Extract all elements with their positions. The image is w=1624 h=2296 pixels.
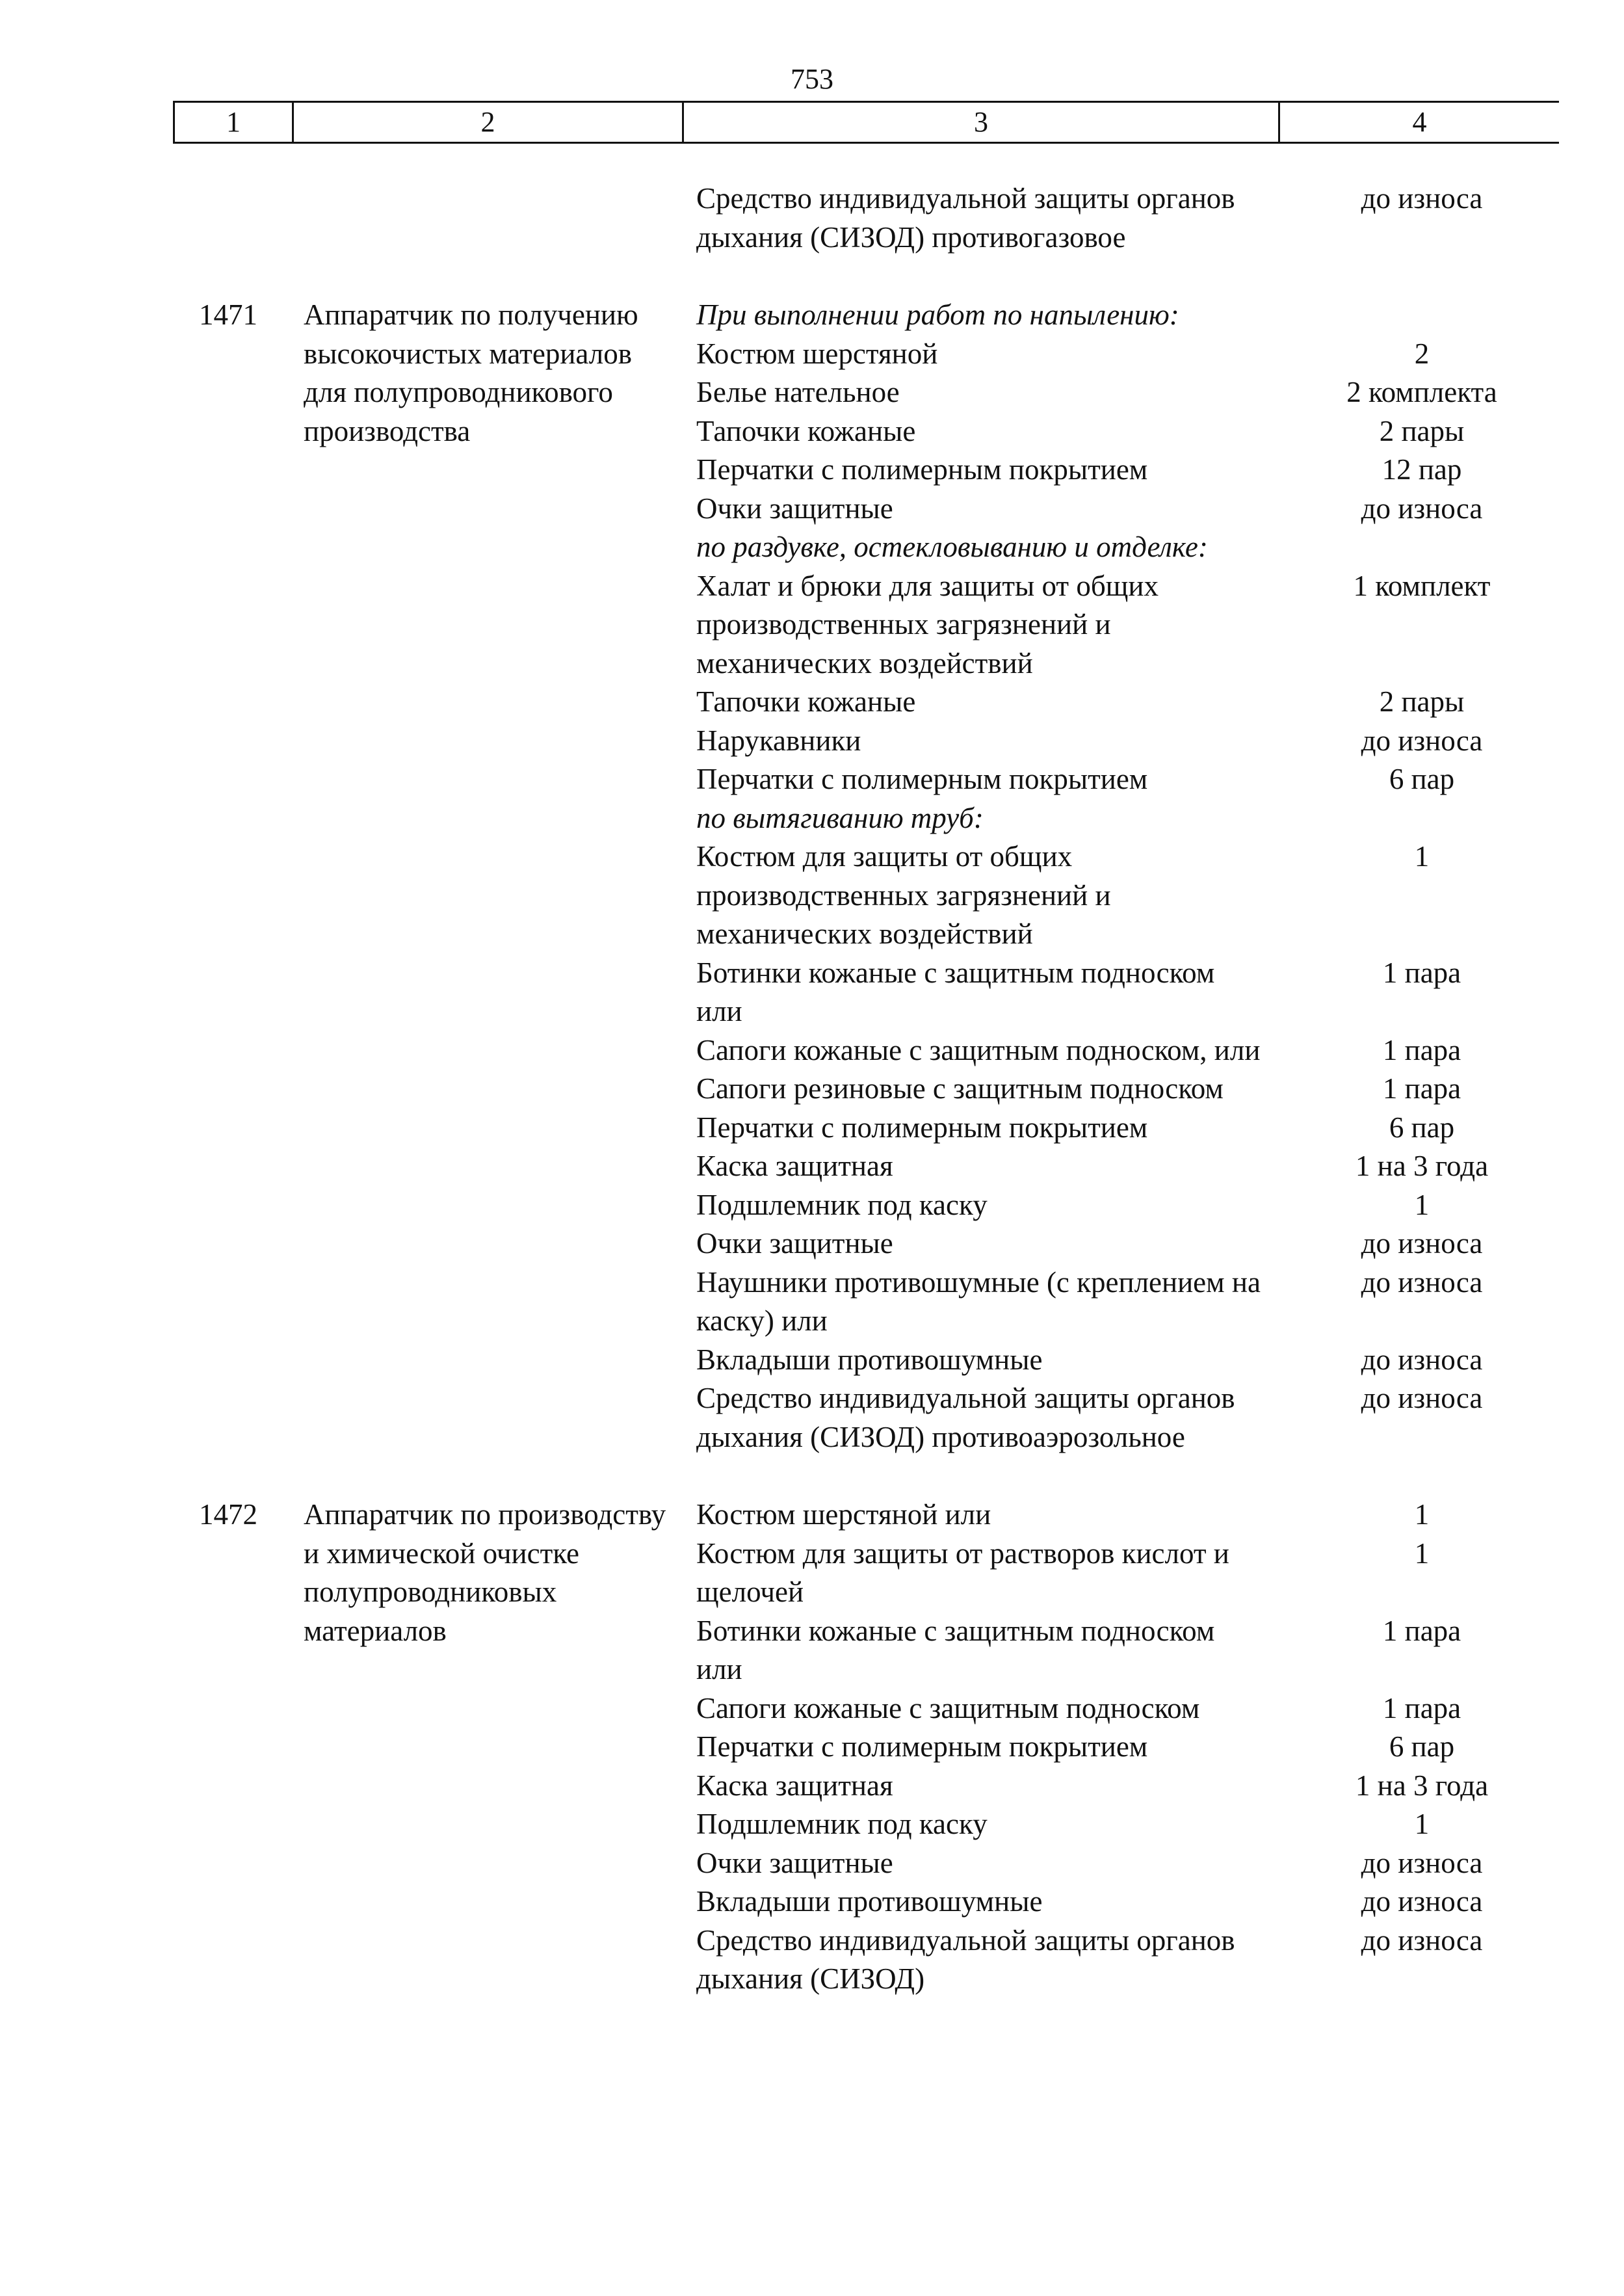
ppe-item-row	[682, 1263, 1559, 1341]
ppe-item-list	[682, 296, 1559, 1457]
ppe-item-row	[682, 1612, 1559, 1689]
ppe-item-row	[682, 1689, 1559, 1728]
column-header-2: 2	[294, 103, 684, 142]
item-quantity: 1 пара	[1382, 956, 1461, 989]
item-quantity: 6 пар	[1389, 1111, 1455, 1144]
ppe-item-row	[682, 722, 1559, 761]
item-quantity: 6 пар	[1389, 1730, 1455, 1763]
work-type-subheading: по раздувке, остекловыванию и отделке:	[696, 531, 1208, 563]
item-quantity: до износа	[1361, 492, 1483, 525]
item-quantity: 1 на 3 года	[1355, 1150, 1489, 1182]
item-quantity: 2 пары	[1379, 414, 1465, 447]
item-quantity: 1 на 3 года	[1355, 1769, 1489, 1802]
ppe-item-row	[682, 1070, 1559, 1109]
ppe-item-row	[682, 1379, 1559, 1457]
item-quantity: 1 пара	[1382, 1033, 1461, 1066]
item-name: Нарукавники	[696, 724, 861, 757]
item-quantity: 1 пара	[1382, 1072, 1461, 1105]
item-name: Халат и брюки для защиты от общих производственных загрязнений и механических воздействий	[696, 569, 1159, 680]
item-name: Сапоги кожаные с защитным подноском	[696, 1691, 1200, 1724]
ppe-item-row	[682, 1882, 1559, 1921]
item-name: Костюм шерстяной	[696, 337, 938, 370]
ppe-item-row	[682, 1186, 1559, 1225]
item-name: Тапочки кожаные	[696, 685, 916, 718]
item-name: Подшлемник под каску	[696, 1808, 988, 1840]
work-type-subheading: При выполнении работ по напылению:	[696, 298, 1179, 331]
item-quantity: 12 пар	[1382, 453, 1462, 486]
item-quantity: 1	[1414, 1188, 1430, 1221]
ppe-item-row	[682, 1921, 1559, 1999]
item-name: Белье нательное	[696, 376, 900, 408]
item-name: Наушники противошумные (с креплением на каску) или	[696, 1265, 1261, 1337]
item-name: Средство индивидуальной защиты органов дыхания (СИЗОД) противоаэрозольное	[696, 1382, 1235, 1453]
ppe-item-row	[682, 1728, 1559, 1767]
profession-title: Аппаратчик по получению высокочистых материалов для полупроводникового производства	[304, 298, 638, 447]
item-name: Очки защитные	[696, 492, 893, 525]
item-name: Подшлемник под каску	[696, 1188, 988, 1221]
item-name: Костюм для защиты от общих производственных загрязнений и механических воздействий	[696, 840, 1111, 950]
item-name: Ботинки кожаные с защитным подноском или	[696, 1614, 1215, 1685]
item-quantity: 1	[1414, 1537, 1430, 1570]
ppe-item-row	[682, 954, 1559, 1031]
item-name: Костюм шерстяной или	[696, 1498, 991, 1531]
item-quantity: до износа	[1361, 1923, 1483, 1957]
ppe-item-row	[682, 760, 1559, 799]
item-name: Перчатки с полимерным покрытием	[696, 1730, 1148, 1763]
item-name: Вкладыши противошумные	[696, 1885, 1043, 1918]
item-name: Костюм для защиты от растворов кислот и щелочей	[696, 1537, 1229, 1608]
item-quantity: 2 комплекта	[1346, 376, 1497, 408]
ppe-item-row	[682, 1535, 1559, 1612]
ppe-item-row	[682, 373, 1559, 412]
page-number: 753	[791, 63, 833, 95]
item-quantity: 2	[1414, 337, 1430, 370]
work-type-subheading: по вытягиванию труб:	[696, 801, 984, 834]
item-quantity: 6 пар	[1389, 763, 1455, 795]
ppe-item-row	[682, 1844, 1559, 1883]
ppe-item-row	[682, 490, 1559, 529]
ppe-item-row	[682, 412, 1559, 451]
ppe-item-row	[682, 838, 1559, 954]
item-name: Тапочки кожаные	[696, 414, 916, 447]
item-name: Сапоги резиновые с защитным подноском	[696, 1072, 1224, 1105]
item-name: Ботинки кожаные с защитным подноском или	[696, 956, 1215, 1027]
ppe-item-row	[682, 1031, 1559, 1070]
ppe-item-row	[682, 567, 1559, 683]
item-quantity: 1	[1414, 1498, 1430, 1531]
ppe-item-row	[682, 451, 1559, 490]
item-name: Очки защитные	[696, 1846, 893, 1879]
item-name: Перчатки с полимерным покрытием	[696, 1111, 1148, 1144]
ppe-item-row	[682, 1341, 1559, 1380]
item-quantity: 1	[1414, 840, 1430, 873]
profession-number: 1472	[199, 1498, 257, 1531]
item-name: Перчатки с полимерным покрытием	[696, 763, 1148, 795]
continued-item-row	[682, 179, 1559, 257]
item-quantity: 1 комплект	[1353, 569, 1491, 602]
item-quantity: 1 пара	[1382, 1691, 1461, 1724]
item-quantity: до износа	[1361, 1265, 1483, 1299]
item-quantity: до износа	[1361, 182, 1483, 215]
ppe-item-row	[682, 1147, 1559, 1186]
column-header-4: 4	[1412, 106, 1427, 138]
item-quantity: до износа	[1361, 724, 1483, 757]
column-header-row	[173, 101, 1559, 144]
item-quantity: до износа	[1361, 1227, 1483, 1260]
item-quantity: 1 пара	[1382, 1614, 1461, 1647]
ppe-item-row	[682, 1109, 1559, 1148]
item-quantity: 2 пары	[1379, 685, 1465, 718]
item-name: Средство индивидуальной защиты органов дыхания (СИЗОД)	[696, 1923, 1235, 1995]
ppe-item-row	[682, 335, 1559, 374]
item-quantity: до износа	[1361, 1343, 1483, 1376]
item-name: Каска защитная	[696, 1769, 893, 1802]
ppe-item-row	[682, 683, 1559, 722]
item-name: Перчатки с полимерным покрытием	[696, 453, 1148, 486]
column-header-3: 3	[684, 103, 1280, 142]
profession-title: Аппаратчик по производству и химической очистке полупроводниковых материалов	[304, 1498, 666, 1647]
item-name: Средство индивидуальной защиты органов дыхания (СИЗОД) противогазовое	[696, 182, 1235, 254]
item-name: Сапоги кожаные с защитным подноском, или	[696, 1033, 1261, 1066]
ppe-item-list	[682, 1496, 1559, 1999]
ppe-item-row	[682, 1496, 1559, 1535]
item-quantity: до износа	[1361, 1382, 1483, 1414]
ppe-item-row	[682, 1767, 1559, 1806]
profession-number: 1471	[199, 298, 257, 331]
column-header-1: 1	[175, 103, 294, 142]
table-body	[173, 179, 1559, 1999]
profession-section-1472	[173, 1496, 1559, 1999]
ppe-item-row	[682, 1224, 1559, 1263]
item-name: Каска защитная	[696, 1150, 893, 1182]
item-quantity: до износа	[1361, 1885, 1483, 1918]
item-name: Вкладыши противошумные	[696, 1343, 1043, 1376]
profession-section-1471	[173, 296, 1559, 1457]
item-quantity: 1	[1414, 1808, 1430, 1840]
item-name: Очки защитные	[696, 1227, 893, 1260]
ppe-item-row	[682, 1805, 1559, 1844]
item-quantity: до износа	[1361, 1846, 1483, 1879]
